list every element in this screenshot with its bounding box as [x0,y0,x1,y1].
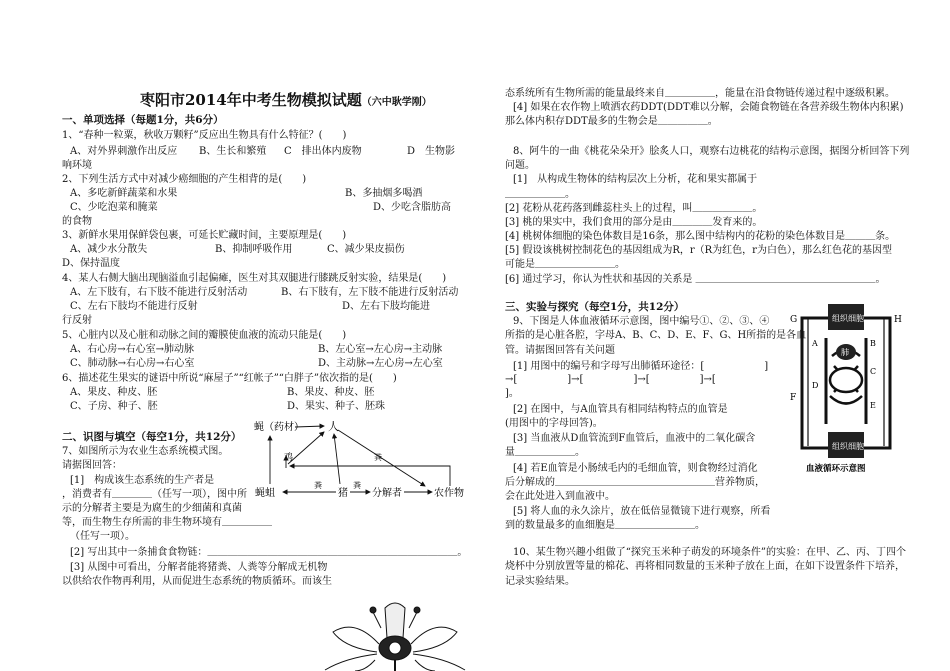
node-decomposer: 分解者 [372,488,402,499]
q8-line-1: 8、阿牛的一曲《桃花朵朵开》脍炙人口，观察右边桃花的结构示意图，据图分析回答下列 [513,146,910,157]
q7-line-6: 等，而生物生存所需的非生物环境有＿＿＿＿＿ [62,517,272,528]
vessel-label-b: B [870,339,876,348]
q8-line-6: [3] 桃的果实中，我们食用的部分是由＿＿＿＿发育来的。 [505,217,763,228]
edge-label-dung-3: 粪 [374,453,382,462]
q4-option-c: C、左右下肢均不能进行反射 [70,301,198,312]
q9-line-11: [4] 若E血管是小肠绒毛内的毛细血管，则食物经过消化 [513,463,758,474]
section3-heading: 三、实验与探究（每空1分，共12分） [505,301,685,313]
q5-option-d: D、主动脉→左心房→左心室 [318,358,443,369]
q9-line-2: 所指的是心脏各腔，字母A、B、C、D、E、F、G、H所指的是各血 [505,330,807,341]
q4-option-d: D、左右下肢均能进 [342,301,431,312]
node-human: 人 [328,420,339,433]
node-maggot: 蝇蛆 [255,488,275,499]
q8-line-9: 可能是＿＿＿＿＿＿＿＿。 [505,259,625,270]
q9-line-13: 会在此处进入到血液中。 [505,491,615,502]
q9-line-12: 后分解成的＿＿＿＿＿＿＿＿＿＿＿＿＿＿＿＿营养物质， [505,477,765,488]
q8-line-5: [2] 花粉从花药落到雌蕊柱头上的过程，叫＿＿＿＿＿＿。 [505,203,763,214]
q7-cont-line-3: 那么体内积存DDT最多的生物会是＿＿＿＿＿。 [505,116,718,127]
q7-line-9: [3] 从图中可看出，分解者能将猪粪、人粪等分解成无机物 [70,562,328,573]
q2-option-c: C、少吃泡菜和腌菜 [70,202,158,213]
q3-option-c: C、减少果皮损伤 [327,244,405,255]
heart-shape [830,368,862,392]
lung-label: 肺 [841,348,849,357]
q6-option-c: C、子房、种子、胚 [70,401,158,412]
q1-option-a: A、对外界刺激作出反应 [70,146,178,157]
vessel-label-h: H [894,315,902,325]
q1-option-c: C 排出体内废物 [284,146,362,157]
q3-stem: 3、新鲜水果用保鲜袋包裹，可延长贮藏时间，主要原理是( ) [62,230,347,241]
q2-option-b: B、多抽烟多喝酒 [345,188,423,199]
q9-line-9: [3] 当血液从D血管流到F血管后，血液中的二氧化碳含 [513,433,756,444]
section2-heading: 二、识图与填空（每空1分，共12分） [62,431,242,443]
tissue-cells-bottom-label: 组织细胞 [832,442,864,451]
q4-option-a: A、左下肢有，右下肢不能进行反射活动 [70,287,248,298]
q8-line-7: [4] 桃树体细胞的染色体数目是16条，那么图中结构内的花粉的染色体数目是＿＿＿条。 [505,231,896,242]
q1-option-d: D 生物影 [407,146,456,157]
q6-option-a: A、果皮、种皮、胚 [70,387,158,398]
q9-line-1: 9、下图是人体血液循环示意图，图中编号①、②、③、④ [513,316,770,327]
tissue-cells-top-label: 组织细胞 [832,314,864,323]
q6-option-d: D、果实、种子、胚珠 [287,401,386,412]
q4-option-b: B、右下肢有，左下肢不能进行反射活动 [281,287,459,298]
vessel-label-a: A [812,339,818,348]
q7-line-2: 请据图回答： [62,460,122,471]
section1-heading: 一、单项选择（每题1分，共6分） [62,114,224,126]
vessel-label-g: G [790,315,798,325]
q1-stem: 1、“春种一粒粟，秋收万颗籽”反应出生物具有什么特征？( ) [62,130,347,141]
vessel-label-e: E [870,401,876,410]
q9-line-15: 到的数量最多的血细胞是＿＿＿＿＿＿＿＿。 [505,520,705,531]
q10-line-3: 记录实验结果。 [505,576,575,587]
q9-line-3: 管。请据图回答有关问题 [505,345,615,356]
peach-flower-illustration [315,598,475,671]
q7-cont-line-1: 态系统所有生物所需的能量最终来自＿＿＿＿＿，能量在沿食物链传递过程中逐级积累。 [505,88,895,99]
node-pig: 猪 [338,488,348,499]
q2-stem: 2、下列生活方式中对减少癌细胞的产生相背的是( ) [62,174,307,185]
q1-option-d-cont: 响环境 [62,160,92,171]
q4-stem: 4、某人右侧大脑出现脑溢血引起偏瘫，医生对其双腿进行膝跳反射实验，结果是( ) [62,273,447,284]
blood-circulation-diagram [786,296,906,474]
q1-option-b: B、生长和繁殖 [199,146,267,157]
q9-line-6: ]。 [505,388,519,399]
q9-line-7: [2] 在图中，与A血管具有相同结构特点的血管是 [513,404,728,415]
q8-line-3: [1] 从构成生物体的结构层次上分析，花和果实都属于 [513,174,758,185]
q2-option-a: A、多吃新鲜蔬菜和水果 [70,188,178,199]
q3-option-d: D、保持温度 [62,258,121,269]
q9-line-10: 量＿＿＿＿＿＿。 [505,447,585,458]
q3-option-a: A、减少水分散失 [70,244,148,255]
q9-line-5: →[ ]→[ ]→[ ]→[ [505,374,766,385]
q3-option-b: B、抑制呼吸作用 [215,244,293,255]
q5-stem: 5、心脏内以及心脏和动脉之间的瓣膜使血液的流动只能是( ) [62,330,347,341]
vessel-label-c: C [870,367,877,376]
q10-line-2: 烧杯中分别放置等量的棉花、再将相同数量的玉米种子放在上面，在如下设置条件下培养， [505,561,905,572]
page-title: 枣阳市2014年中考生物模拟试题（六中耿学刚） [140,91,432,109]
vessel-label-d: D [812,381,819,390]
node-fly-medicine: 蝇（药材） [254,422,304,433]
q8-line-8: [5] 假设该桃树控制花色的基因组成为R，r（R为红色，r为白色），那么红色花的基因型 [505,245,892,256]
edge-label-dung-2: 粪 [353,481,361,490]
q7-line-10: 以供给农作物再利用，从而促进生态系统的物质循环。而该生 [62,576,332,587]
q7-line-7: （任写一项）。 [70,531,135,542]
q7-line-4: ，消费者有＿＿＿＿（任写一项），图中所 [62,489,247,500]
q7-line-8: [2] 写出其中一条捕食食物链：＿＿＿＿＿＿＿＿＿＿＿＿＿＿＿＿＿＿＿＿＿＿＿＿＿。 [70,547,468,558]
q4-option-d-cont: 行反射 [62,315,92,326]
node-crops: 农作物 [434,488,464,499]
q8-line-10: [6] 通过学习，你认为性状和基因的关系是 ＿＿＿＿＿＿＿＿＿＿＿＿＿＿＿＿＿＿。 [505,274,886,285]
q2-option-d: D、少吃含脂肪高 [373,202,452,213]
edge-label-dung-1: 粪 [314,481,322,490]
q9-line-14: [5] 将人血的永久涂片，放在低倍显微镜下进行观察，所看 [513,506,771,517]
q6-stem: 6、描述花生果实的谜语中所说“麻屋子”“红帐子”“白胖子”依次指的是( ) [62,373,397,384]
q5-option-a: A、右心房→右心室→肺动脉 [70,344,194,355]
q9-line-8: (用图中的字母回答)。 [505,418,603,429]
vessel-label-f: F [790,393,797,403]
circulation-caption: 血液循环示意图 [806,464,866,474]
q10-line-1: 10、某生物兴趣小组做了“探究玉米种子萌发的环境条件”的实验：在甲、乙、丙、丁四个 [513,547,906,558]
q5-option-c: C、肺动脉→右心房→右心室 [70,358,195,369]
q6-option-b: B、果皮、种皮、胚 [287,387,375,398]
node-chicken: 鸡 [284,453,294,463]
q8-line-2: 问题。 [505,160,535,171]
q2-option-d-cont: 的食物 [62,216,92,227]
q8-line-4: ＿＿＿＿＿＿。 [505,189,575,200]
q7-line-5: 示的分解者主要是为腐生的少细菌和真菌 [62,503,242,514]
q9-line-4: [1] 用图中的编号和字母写出肺循环途径：[ ] [513,361,769,372]
q7-line-1: 7、如图所示为农业生态系统模式图。 [62,446,229,457]
q5-option-b: B、左心室→左心房→主动脉 [318,344,443,355]
q7-line-3: [1] 构成该生态系统的生产者是 [70,475,215,486]
ecosystem-diagram [250,416,475,511]
q7-cont-line-2: [4] 如果在农作物上喷洒农药DDT(DDT难以分解，会随食物链在各营养级生物体内积累) [513,102,904,113]
